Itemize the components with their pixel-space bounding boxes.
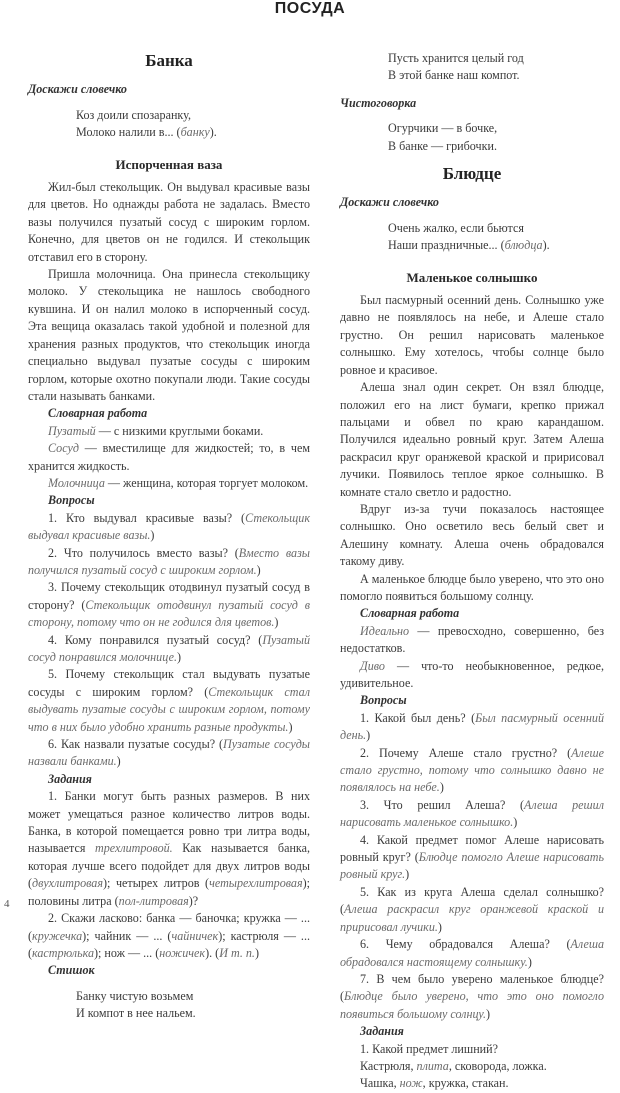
paragraph <box>28 440 310 475</box>
text-run: Жил-был стекольщик. Он выдувал красивые вазы для цветов. Но однажды работа не задалась. Вместо вазы получился пузатый сосуд с широким горлом. Конечно, для цветов он не годился. И стекольщик отставил его в сторону. <box>28 180 310 264</box>
italic-text: Диво <box>360 658 385 673</box>
text-run: ); нож — ... ( <box>94 945 160 960</box>
text-run: ) <box>254 945 259 960</box>
italic-text: Стекольщик отодвинул пузатый сосуд в сторону, потому что он не годился для цветов. <box>28 597 310 630</box>
italic-text: пол-литровая <box>118 893 189 908</box>
paragraph <box>28 910 310 962</box>
text-run: , сковорода, ложка. <box>448 1058 547 1073</box>
italic-text: блюдца <box>504 238 543 253</box>
italic-text: Был пасмурный осенний день. <box>340 710 604 743</box>
italic-text: Пузатые сосуды назвали банками. <box>28 737 310 769</box>
verse <box>76 988 310 1023</box>
paragraph <box>340 571 604 606</box>
text-run: Как называется банка, которая лучше всего подойдет для двух литров воды ( <box>28 841 310 891</box>
italic-text: Алеше стало грустно, потому что солнышко давно не появлялось на небе. <box>340 745 604 795</box>
text-run: )? <box>188 893 199 908</box>
text-run: ); чайник — ... ( <box>82 928 172 943</box>
paragraph <box>340 936 604 971</box>
text-run: ) <box>485 1006 491 1021</box>
subsection-label: Доскажи словечко <box>340 195 439 210</box>
text-run: 5. Почему стекольщик стал выдувать пузатые сосуды с широким горлом? ( <box>28 667 310 699</box>
subsection-label: Вопросы <box>360 693 407 708</box>
subsection-label: Словарная работа <box>48 406 148 421</box>
text-run: 1. Банки могут быть разных размеров. В них может умещаться разное количество литров воды. Банка, в которой помещается ровно три литра воды, называется <box>28 789 310 856</box>
italic-text: ножичек <box>159 945 206 960</box>
paragraph <box>340 658 604 693</box>
text-run: ). <box>209 125 217 140</box>
text-run: 6. Как назвали пузатые сосуды? ( <box>48 737 224 752</box>
verse-line <box>388 138 604 155</box>
paragraph <box>28 475 310 492</box>
paragraph <box>28 632 310 667</box>
paragraph <box>340 1041 604 1058</box>
text-run: ) <box>527 954 532 969</box>
verse-line <box>388 67 604 84</box>
story-title: Маленькое солнышко <box>406 269 538 285</box>
text-run: — женщина, которая торгует молоком. <box>104 475 309 490</box>
paragraph <box>28 788 310 910</box>
text-run: 3. Что решил Алеша? ( <box>360 797 524 812</box>
italic-text: Блюдце помогло Алеше нарисовать ровный круг. <box>340 850 604 882</box>
paragraph <box>340 971 604 1023</box>
text-run: ) <box>256 562 261 577</box>
italic-text: четырехлитровая <box>209 876 303 891</box>
text-run: 1. Кто выдувал красивые вазы? ( <box>48 510 246 525</box>
subsection-label: Задания <box>48 771 92 786</box>
verse-line <box>76 124 310 141</box>
story-title: Испорченная ваза <box>115 156 223 172</box>
italic-text: И т. п. <box>219 945 255 960</box>
italic-text: Блюдце было уверено, что это оно помогло появиться большому солнцу. <box>340 989 604 1021</box>
subsection-label: Чистоговорка <box>340 95 417 110</box>
text-run: 4. Кому понравился пузатый сосуд? ( <box>48 632 263 647</box>
text-run: ) <box>274 615 279 630</box>
text-run: — с низкими круглыми боками. <box>95 423 264 438</box>
subsection-label: Задания <box>360 1024 404 1039</box>
text-run: Кастрюля, <box>360 1058 417 1073</box>
italic-text: Молочница <box>48 475 105 490</box>
text-run: Пусть хранится целый год <box>388 51 524 65</box>
text-run: ) <box>288 719 293 734</box>
text-run: В банке — грибочки. <box>388 138 497 153</box>
text-run: Молоко налили в... ( <box>76 125 181 140</box>
paragraph <box>28 736 310 771</box>
text-run: А маленькое блюдце было уверено, что это оно помогло появиться большому солнцу. <box>340 571 605 603</box>
italic-text: Алеша обрадовался настоящему солнышку. <box>340 937 604 969</box>
text-run: , кружка, стакан. <box>422 1076 509 1091</box>
paragraph <box>340 623 604 658</box>
text-run: ) <box>150 528 155 543</box>
page-number: 4 <box>4 898 10 910</box>
italic-text: Сосуд <box>48 441 79 456</box>
italic-text: Стекольщик стал выдувать пузатые сосуды с широким горлом, потому что в них было удобно хранить разные продукты. <box>28 684 311 734</box>
section-heading: Блюдце <box>442 164 502 184</box>
text-run: ); кастрюля — ... ( <box>28 928 310 960</box>
text-run: 5. Как из круга Алеша сделал солнышко? ( <box>340 884 604 917</box>
paragraph <box>340 745 604 797</box>
verse <box>388 220 604 255</box>
paragraph <box>28 545 310 580</box>
italic-text: Алеша раскрасил круг оранжевой краской и пририсовал лучики. <box>340 902 604 934</box>
italic-text: двухлитровая <box>32 876 103 891</box>
verse-line <box>388 120 604 137</box>
text-run: 6. Чему обрадовался Алеша? ( <box>360 937 571 952</box>
italic-text: Стекольщик выдувал красивые вазы. <box>28 510 310 543</box>
italic-text: Вместо вазы получился пузатый сосуд с широким горлом. <box>28 545 310 577</box>
paragraph <box>28 666 310 736</box>
text-run: В этой банке наш компот. <box>388 68 520 83</box>
verse-line <box>76 988 310 1005</box>
text-run: ). <box>542 238 550 253</box>
text-run: ) <box>405 867 410 882</box>
paragraph <box>340 884 604 936</box>
italic-text: Алеша решил нарисовать маленькое солнышко. <box>340 797 604 830</box>
text-run: ) <box>437 919 442 934</box>
verse-line <box>76 107 310 124</box>
paragraph <box>28 423 310 440</box>
paragraph <box>340 1075 604 1092</box>
text-run: Банку чистую возьмем <box>76 988 194 1003</box>
text-run: ) <box>439 780 444 795</box>
text-run: 7. В чем было уверено маленькое блюдце? ( <box>340 971 604 1004</box>
text-run: 1. Какой предмет лишний? <box>360 1041 498 1056</box>
verse-line <box>388 50 604 67</box>
text-run: ) <box>116 754 121 769</box>
text-run: ) <box>176 650 181 664</box>
verse <box>388 120 604 155</box>
left-column <box>28 46 310 1033</box>
verse-line <box>76 1005 310 1022</box>
text-run: Был пасмурный осенний день. Солнышко уже давно не появлялось на небе, и Алеше стало грустно. Он решил нарисовать маленькое солнышко. Ему хотелось, чтобы солнце было ровное и красивое. <box>340 293 604 377</box>
text-run: — вместилище для жидкостей; то, в чем хранится жидкость. <box>28 441 310 473</box>
text-run: Наши праздничные... ( <box>388 238 505 253</box>
text-run: Алеша знал один секрет. Он взял блюдце, положил его на лист бумаги, крепко прижал пальцами и обвел по краю карандашом. Получился идеально ровный круг. Затем Алеша раскрасил круг оранжевой краской и пририсовал лучики. Появилось теплое яркое солнышко. В комнате стало светло и радостно. <box>340 380 604 499</box>
text-run: Огурчики — в бочке, <box>388 121 498 136</box>
verse-line <box>388 237 604 254</box>
text-run: 3. Почему стекольщик отодвинул пузатый сосуд в сторону? ( <box>28 580 310 612</box>
subsection-label: Словарная работа <box>360 606 460 621</box>
paragraph <box>340 501 604 571</box>
paragraph <box>340 797 604 832</box>
text-run: 2. Скажи ласково: банка — баночка; кружка — ... ( <box>28 911 310 943</box>
italic-text: кастрюлька <box>32 945 94 960</box>
text-run: 2. Что получилось вместо вазы? ( <box>48 545 239 560</box>
italic-text: нож <box>399 1076 423 1091</box>
text-run: ) <box>366 728 371 743</box>
text-run: — что-то необыкновенное, редкое, удивительное. <box>340 658 604 690</box>
paragraph <box>28 579 310 631</box>
italic-text: Пузатый <box>48 423 96 438</box>
italic-text: Пузатый сосуд понравился молочнице. <box>28 632 310 664</box>
italic-text: Идеально <box>360 623 410 638</box>
text-run: ) <box>513 815 518 830</box>
text-run: 4. Какой предмет помог Алеше нарисовать ровный круг? ( <box>340 832 604 865</box>
italic-text: чайничек <box>171 928 219 943</box>
subsection-label: Доскажи словечко <box>28 82 127 97</box>
right-column <box>340 46 604 1093</box>
text-run: ); половины литра ( <box>28 876 310 908</box>
verse <box>76 107 310 142</box>
subsection-label: Стишок <box>48 963 95 978</box>
text-run: 1. Какой был день? ( <box>360 710 476 725</box>
italic-text: трехлитровой. <box>94 841 173 856</box>
subsection-label: Вопросы <box>48 493 95 508</box>
paragraph <box>28 266 310 405</box>
paragraph <box>28 179 310 266</box>
paragraph <box>340 379 604 501</box>
paragraph <box>340 832 604 884</box>
verse-line <box>388 220 604 237</box>
section-heading: Банка <box>145 51 193 70</box>
text-run: И компот в нее нальем. <box>76 1006 196 1021</box>
text-run: ). ( <box>205 945 220 960</box>
text-run: Коз доили спозаранку, <box>76 107 191 122</box>
text-run: Чашка, <box>360 1076 400 1091</box>
italic-text: банку <box>180 125 210 140</box>
italic-text: кружечка <box>32 928 83 943</box>
text-run: ); четырех литров ( <box>102 876 210 891</box>
page-title: ПОСУДА <box>274 0 346 17</box>
paragraph <box>340 292 604 379</box>
paragraph <box>340 710 604 745</box>
paragraph <box>340 1058 604 1075</box>
text-run: 2. Почему Алеше стало грустно? ( <box>360 745 572 760</box>
verse <box>388 50 604 85</box>
text-run: Пришла молочница. Она принесла стекольщику молоко. У стекольщика не нашлось свободного кувшина. И он налил молоко в испорченный сосуд. Эта вещица оказалась такой удобной и полезной для хранения разных продуктов, что стекольщик иногда специально выдувал пузатые сосуды с широким горлом, которые охотно покупали люди. Такие сосуды стали называть банками. <box>28 267 310 403</box>
italic-text: плита <box>416 1058 449 1073</box>
paragraph <box>28 510 310 545</box>
text-run: Вдруг из-за тучи показалось настоящее солнышко. Оно осветило весь белый свет и Алешину комнату. Алеша очень обрадовался такому диву. <box>340 501 604 569</box>
text-run: Очень жалко, если бьются <box>388 220 524 235</box>
text-run: — превосходно, совершенно, без недостатков. <box>340 623 604 656</box>
